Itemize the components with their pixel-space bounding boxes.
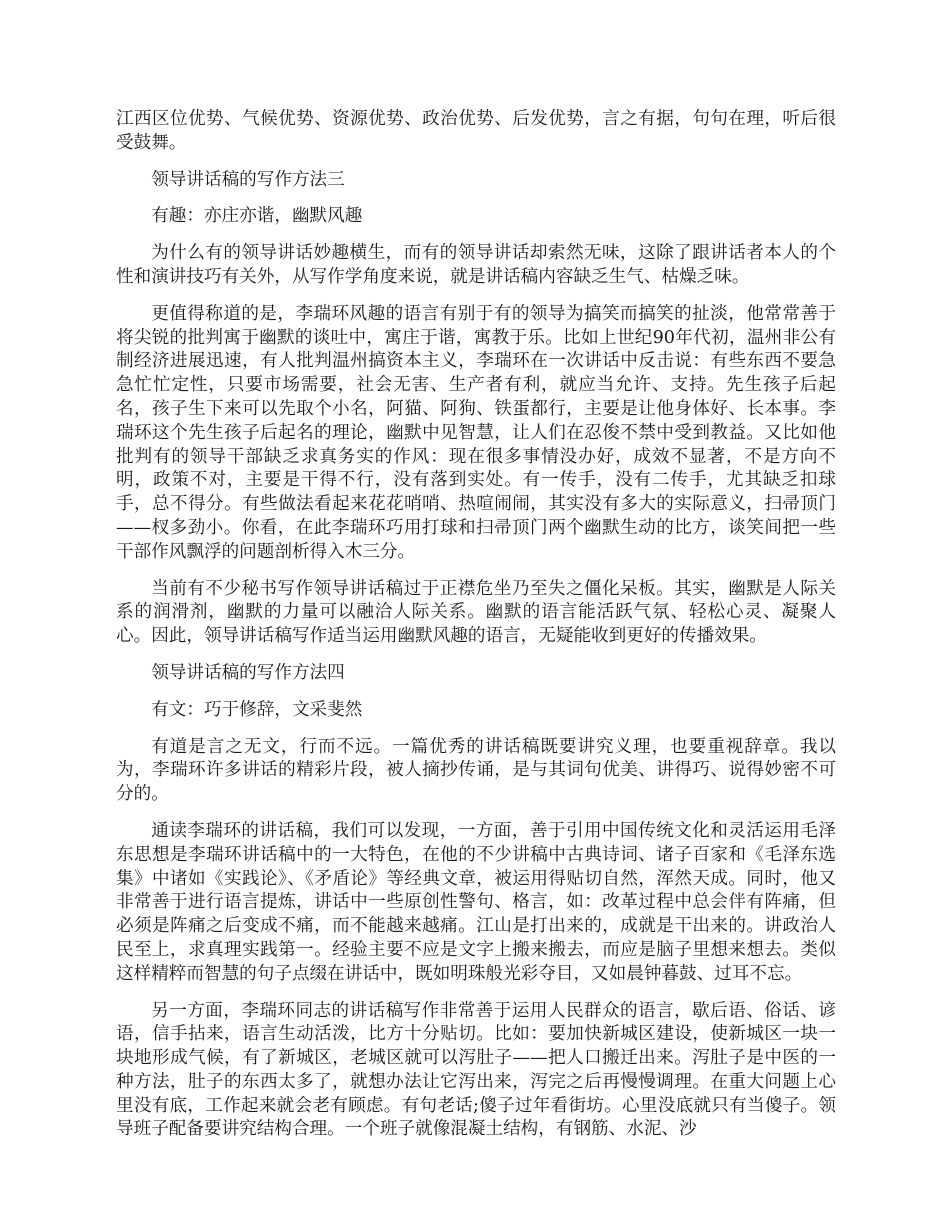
section-subheading-humor: 有趣：亦庄亦谐，幽默风趣 <box>151 206 363 227</box>
paragraph-continuation: 江西区位优势、气候优势、资源优势、政治优势、后发优势，言之有据，句句在理，听后很受鼓舞。 <box>116 109 836 153</box>
paragraph: 另一方面，李瑞环同志的讲话稿写作非常善于运用人民群众的语言，歇后语、俗话、谚语，信手拈来，语言生动活泼，比方十分贴切。比如：要加快新城区建设，使新城区一块一块地形成气候，有了新城区，老城区就可以泻肚子——把人口搬迁出来。泻肚子是中医的一种方法，肚子的东西太多了，就想办法让它泻出来，泻完之后再慢慢调理。在重大问题上心里没有底，工作起来就会老有顾虑。有句老话;傻子过年看街坊。心里没底就只有当傻子。领导班子配备要讲究结构合理。一个班子就像混凝土结构，有钢筋、水泥、沙 <box>116 1000 836 1140</box>
section-heading-method-four: 领导讲话稿的写作方法四 <box>151 662 345 683</box>
section-subheading-rhetoric: 有文：巧于修辞，文采斐然 <box>151 699 363 720</box>
document-body <box>116 108 836 1155</box>
paragraph: 为什么有的领导讲话妙趣横生，而有的领导讲话却索然无味，这除了跟讲话者本人的个性和演讲技巧有关外，从写作学角度来说，就是讲话稿内容缺乏生气、枯燥乏味。 <box>116 243 836 287</box>
section-heading-method-three: 领导讲话稿的写作方法三 <box>151 169 345 190</box>
paragraph: 更值得称道的是，李瑞环风趣的语言有别于有的领导为搞笑而搞笑的扯淡，他常常善于将尖锐的批判寓于幽默的谈吐中，寓庄于谐，寓教于乐。比如上世纪90年代初，温州非公有制经济进展迅速，有人批判温州搞资本主义，李瑞环在一次讲话中反击说：有些东西不要急急忙忙定性，只要市场需要，社会无害、生产者有利，就应当允许、支持。先生孩子后起名，孩子生下来可以先取个小名，阿猫、阿狗、铁蛋都行，主要是让他身体好、长本事。李瑞环这个先生孩子后起名的理论，幽默中见智慧，让人们在忍俊不禁中受到教益。又比如他批判有的领导干部缺乏求真务实的作风：现在很多事情没办好，成效不显著，不是方向不明，政策不对，主要是干得不行，没有落到实处。有一传手，没有二传手，尤其缺乏扣球手，总不得分。有些做法看起来花花哨哨、热喧闹闹，其实没有多大的实际意义，扫帚顶门——杈多劲小。你看，在此李瑞环巧用打球和扫帚顶门两个幽默生动的比方，谈笑间把一些干部作风飘浮的问题剖析得入木三分。 <box>116 303 836 562</box>
paragraph: 当前有不少秘书写作领导讲话稿过于正襟危坐乃至失之僵化呆板。其实，幽默是人际关系的润滑剂，幽默的力量可以融洽人际关系。幽默的语言能活跃气氛、轻松心灵、凝聚人心。因此，领导讲话稿写作适当运用幽默风趣的语言，无疑能收到更好的传播效果。 <box>116 578 836 647</box>
paragraph: 通读李瑞环的讲话稿，我们可以发现，一方面，善于引用中国传统文化和灵活运用毛泽东思想是李瑞环讲话稿中的一大特色，在他的不少讲稿中古典诗词、诸子百家和《毛泽东选集》中诸如《实践论》、《矛盾论》等经典文章，被运用得贴切自然，浑然天成。同时，他又非常善于进行语言提炼，讲话中一些原创性警句、格言，如：改革过程中总会伴有阵痛，但必须是阵痛之后变成不痛，而不能越来越痛。江山是打出来的，成就是干出来的。讲政治人民至上，求真理实践第一。经验主要不应是文字上搬来搬去，而应是脑子里想来想去。类似这样精粹而智慧的句子点缀在讲话中，既如明珠般光彩夺目，又如晨钟暮鼓、过耳不忘。 <box>116 820 836 984</box>
paragraph: 有道是言之无文，行而不远。一篇优秀的讲话稿既要讲究义理，也要重视辞章。我以为，李瑞环许多讲话的精彩片段，被人摘抄传诵，是与其词句优美、讲得巧、说得妙密不可分的。 <box>116 736 836 805</box>
